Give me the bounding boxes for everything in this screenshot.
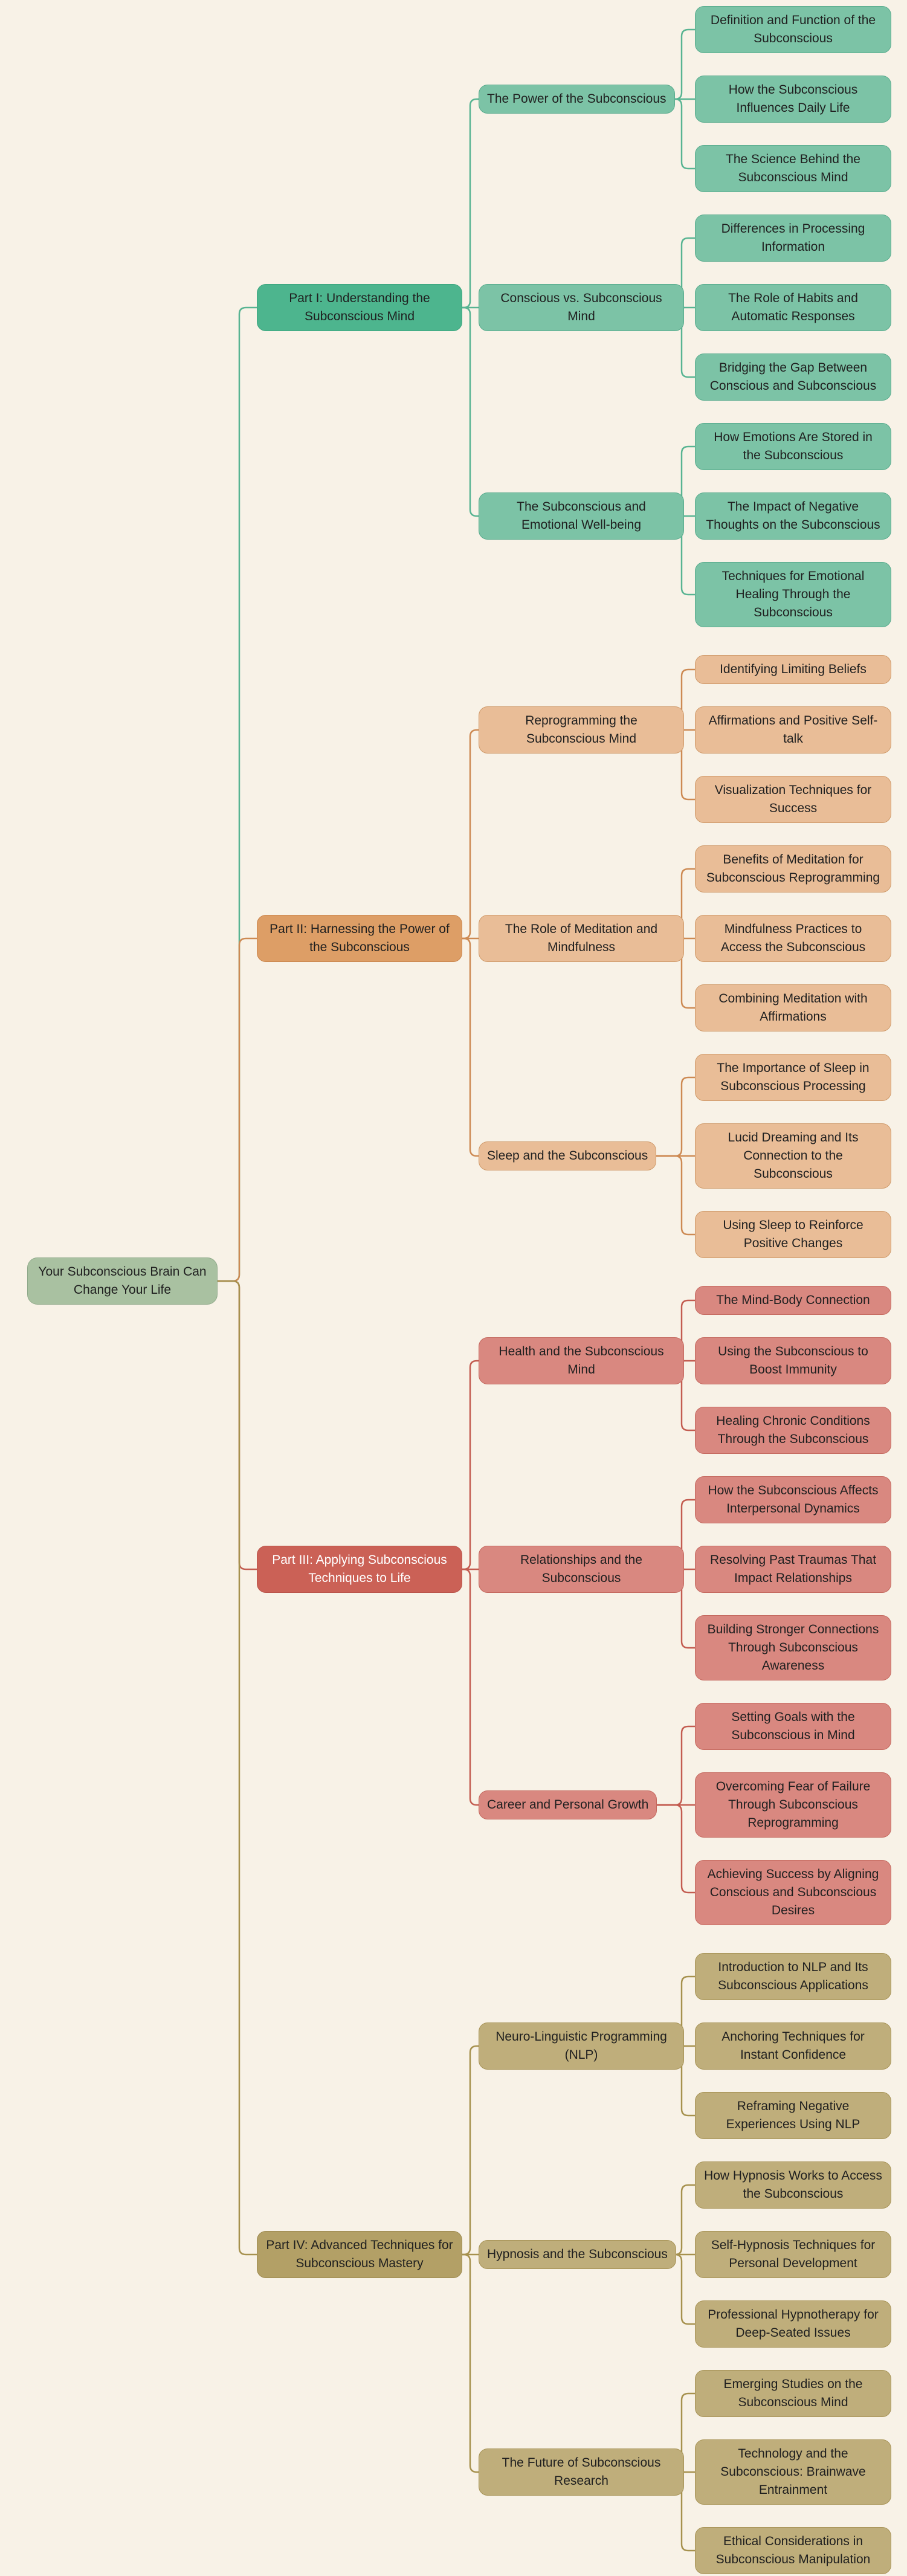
leaf-node-4-3-1[interactable]: Emerging Studies on the Subconscious Mind [695,2370,891,2417]
connector-part-branch-2-3 [462,938,479,1156]
leaf-node-3-2-3[interactable]: Building Stronger Connections Through Subconscious Awareness [695,1615,891,1680]
connector-branch-leaf-1-1-1 [675,30,695,99]
connector-root-part-3 [218,1281,257,1569]
branch-node-2-3[interactable]: Sleep and the Subconscious [479,1141,656,1170]
part-node-4[interactable]: Part IV: Advanced Techniques for Subconscious Mastery [257,2231,462,2278]
leaf-node-3-2-1[interactable]: How the Subconscious Affects Interpersonal Dynamics [695,1476,891,1523]
connector-part-branch-1-3 [462,308,479,516]
connector-root-part-4 [218,1281,257,2255]
leaf-node-1-2-3[interactable]: Bridging the Gap Between Conscious and Subconscious [695,353,891,401]
leaf-node-2-2-3[interactable]: Combining Meditation with Affirmations [695,984,891,1031]
leaf-node-3-1-1[interactable]: The Mind-Body Connection [695,1286,891,1315]
branch-node-4-1[interactable]: Neuro-Linguistic Programming (NLP) [479,2022,684,2070]
leaf-node-1-3-2[interactable]: The Impact of Negative Thoughts on the Subconscious [695,492,891,540]
root-node[interactable]: Your Subconscious Brain Can Change Your Life [27,1257,218,1305]
connector-part-branch-3-3 [462,1569,479,1805]
leaf-node-1-2-2[interactable]: The Role of Habits and Automatic Responses [695,284,891,331]
leaf-node-3-1-2[interactable]: Using the Subconscious to Boost Immunity [695,1337,891,1384]
connector-part-branch-3-1 [462,1361,479,1569]
connector-part-branch-4-3 [462,2255,479,2472]
leaf-node-4-2-3[interactable]: Professional Hypnotherapy for Deep-Seated Issues [695,2300,891,2348]
leaf-node-2-2-2[interactable]: Mindfulness Practices to Access the Subconscious [695,915,891,962]
leaf-node-2-2-1[interactable]: Benefits of Meditation for Subconscious Reprogramming [695,845,891,893]
leaf-node-4-1-2[interactable]: Anchoring Techniques for Instant Confidence [695,2022,891,2070]
branch-node-2-1[interactable]: Reprogramming the Subconscious Mind [479,706,684,754]
leaf-node-4-2-1[interactable]: How Hypnosis Works to Access the Subconscious [695,2161,891,2209]
leaf-node-1-3-1[interactable]: How Emotions Are Stored in the Subconscious [695,423,891,470]
part-node-3[interactable]: Part III: Applying Subconscious Techniques to Life [257,1546,462,1593]
branch-node-1-3[interactable]: The Subconscious and Emotional Well-being [479,492,684,540]
connector-branch-leaf-4-2-1 [675,2185,695,2255]
branch-node-3-2[interactable]: Relationships and the Subconscious [479,1546,684,1593]
connector-root-part-1 [218,308,257,1281]
connector-branch-leaf-4-2-3 [675,2255,695,2324]
leaf-node-4-1-3[interactable]: Reframing Negative Experiences Using NLP [695,2092,891,2139]
leaf-node-1-2-1[interactable]: Differences in Processing Information [695,215,891,262]
connector-branch-leaf-2-3-3 [656,1156,695,1235]
branch-node-2-2[interactable]: The Role of Meditation and Mindfulness [479,915,684,962]
branch-node-4-3[interactable]: The Future of Subconscious Research [479,2448,684,2496]
connector-part-branch-2-1 [462,730,479,938]
branch-node-1-2[interactable]: Conscious vs. Subconscious Mind [479,284,684,331]
leaf-node-3-3-1[interactable]: Setting Goals with the Subconscious in Mind [695,1703,891,1750]
branch-node-3-3[interactable]: Career and Personal Growth [479,1790,657,1819]
connector-branch-leaf-3-3-3 [657,1805,695,1893]
branch-node-3-1[interactable]: Health and the Subconscious Mind [479,1337,684,1384]
leaf-node-3-3-2[interactable]: Overcoming Fear of Failure Through Subconscious Reprogramming [695,1772,891,1838]
leaf-node-4-3-3[interactable]: Ethical Considerations in Subconscious Manipulation [695,2527,891,2574]
leaf-node-2-3-3[interactable]: Using Sleep to Reinforce Positive Changes [695,1211,891,1258]
leaf-node-2-1-1[interactable]: Identifying Limiting Beliefs [695,655,891,684]
part-node-2[interactable]: Part II: Harnessing the Power of the Subconscious [257,915,462,962]
connector-branch-leaf-3-3-1 [657,1726,695,1805]
connector-root-part-2 [218,938,257,1281]
branch-node-1-1[interactable]: The Power of the Subconscious [479,85,675,114]
leaf-node-3-3-3[interactable]: Achieving Success by Aligning Conscious and Subconscious Desires [695,1860,891,1925]
leaf-node-2-3-1[interactable]: The Importance of Sleep in Subconscious Processing [695,1054,891,1101]
leaf-node-1-1-2[interactable]: How the Subconscious Influences Daily Life [695,76,891,123]
leaf-node-4-2-2[interactable]: Self-Hypnosis Techniques for Personal Development [695,2231,891,2278]
branch-node-4-2[interactable]: Hypnosis and the Subconscious [479,2240,676,2269]
connector-part-branch-1-1 [462,99,479,308]
leaf-node-1-1-1[interactable]: Definition and Function of the Subconscious [695,6,891,53]
leaf-node-3-2-2[interactable]: Resolving Past Traumas That Impact Relationships [695,1546,891,1593]
leaf-node-1-3-3[interactable]: Techniques for Emotional Healing Through the Subconscious [695,562,891,627]
connector-branch-leaf-2-3-1 [656,1077,695,1156]
leaf-node-4-1-1[interactable]: Introduction to NLP and Its Subconscious Applications [695,1953,891,2000]
leaf-node-2-1-2[interactable]: Affirmations and Positive Self-talk [695,706,891,754]
leaf-node-4-3-2[interactable]: Technology and the Subconscious: Brainwave Entrainment [695,2439,891,2505]
leaf-node-3-1-3[interactable]: Healing Chronic Conditions Through the Subconscious [695,1407,891,1454]
leaf-node-2-1-3[interactable]: Visualization Techniques for Success [695,776,891,823]
connector-part-branch-4-1 [462,2046,479,2255]
leaf-node-2-3-2[interactable]: Lucid Dreaming and Its Connection to the Subconscious [695,1123,891,1189]
part-node-1[interactable]: Part I: Understanding the Subconscious Mind [257,284,462,331]
leaf-node-1-1-3[interactable]: The Science Behind the Subconscious Mind [695,145,891,192]
connector-branch-leaf-1-1-3 [675,99,695,169]
